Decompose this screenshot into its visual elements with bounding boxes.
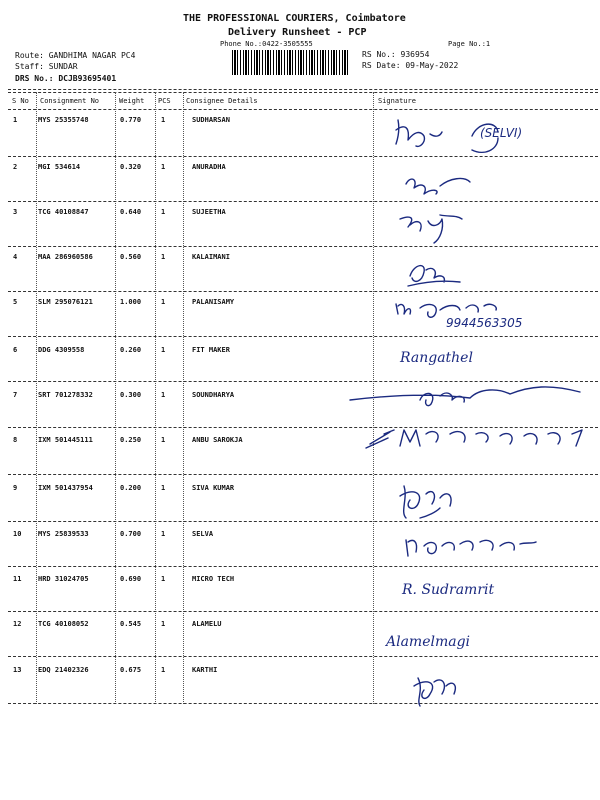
row-pcs: 1	[161, 298, 166, 306]
signature-text: 9944563305	[446, 316, 523, 330]
row-consignee: MICRO TECH	[192, 575, 235, 583]
row-consignment: MYS 25839533	[38, 530, 89, 538]
row-weight: 1.000	[120, 298, 142, 306]
column-divider	[155, 92, 156, 704]
company-title: THE PROFESSIONAL COURIERS, Coimbatore	[183, 13, 406, 24]
row-weight: 0.320	[120, 163, 142, 171]
col-header-consignee: Consignee Details	[186, 97, 258, 105]
col-header-consignment: Consignment No	[40, 97, 100, 105]
signature-row-6	[380, 342, 595, 382]
row-weight: 0.640	[120, 208, 142, 216]
signature-row-11	[380, 572, 595, 612]
row-consignee: FIT MAKER	[192, 346, 230, 354]
row-pcs: 1	[161, 484, 166, 492]
signature-row-2	[380, 164, 595, 204]
row-consignee: KARTHI	[192, 666, 218, 674]
signature-row-8	[380, 420, 595, 460]
row-pcs: 1	[161, 530, 166, 538]
signature-row-5	[380, 292, 595, 334]
row-pcs: 1	[161, 253, 166, 261]
row-consignment: HRD 31024705	[38, 575, 89, 583]
row-sno: 7	[13, 391, 18, 399]
page-number: Page No.:1	[448, 40, 491, 48]
row-pcs: 1	[161, 575, 166, 583]
column-divider	[115, 92, 116, 704]
row-consignee: SUDHARSAN	[192, 116, 230, 124]
row-sno: 1	[13, 116, 18, 124]
row-weight: 0.545	[120, 620, 142, 628]
row-sno: 6	[13, 346, 18, 354]
signature-row-7	[380, 380, 595, 420]
row-consignment: EDQ 21402326	[38, 666, 89, 674]
row-pcs: 1	[161, 346, 166, 354]
drs-number: DRS No.: DCJB93695401	[15, 74, 117, 83]
row-sno: 4	[13, 253, 18, 261]
row-sno: 11	[13, 575, 22, 583]
row-pcs: 1	[161, 116, 166, 124]
signature-row-13	[380, 668, 595, 708]
row-consignment: MYS 25355748	[38, 116, 89, 124]
row-consignee: KALAIMANI	[192, 253, 230, 261]
row-consignment: TCG 40108847	[38, 208, 89, 216]
row-consignee: SIVA KUMAR	[192, 484, 235, 492]
row-sno: 2	[13, 163, 18, 171]
row-consignment: MAA 286960586	[38, 253, 93, 261]
row-consignment: TCG 40108052	[38, 620, 89, 628]
row-weight: 0.300	[120, 391, 142, 399]
row-sno: 3	[13, 208, 18, 216]
route-label: Route: GANDHIMA NAGAR PC4	[15, 51, 136, 60]
signature-row-3	[380, 205, 595, 245]
row-consignee: ALAMELU	[192, 620, 222, 628]
row-sno: 10	[13, 530, 22, 538]
col-header-sno: S No	[12, 97, 29, 105]
row-weight: 0.675	[120, 666, 142, 674]
row-weight: 0.770	[120, 116, 142, 124]
row-sno: 13	[13, 666, 22, 674]
signature-row-1	[380, 112, 595, 160]
signature-row-9	[380, 478, 595, 522]
row-weight: 0.260	[120, 346, 142, 354]
row-weight: 0.700	[120, 530, 142, 538]
row-pcs: 1	[161, 208, 166, 216]
row-sno: 9	[13, 484, 18, 492]
row-separator	[8, 246, 598, 247]
phone-number: Phone No.:0422-3505555	[220, 40, 313, 48]
row-weight: 0.250	[120, 436, 142, 444]
col-header-weight: Weight	[119, 97, 145, 105]
signature-row-12	[380, 628, 595, 668]
col-header-pcs: PCS	[158, 97, 171, 105]
col-header-signature: Signature	[378, 97, 416, 105]
header-top-rule-2	[8, 92, 598, 93]
row-consignment: MGI 534614	[38, 163, 81, 171]
row-consignee: SELVA	[192, 530, 214, 538]
barcode	[232, 50, 350, 75]
row-pcs: 1	[161, 436, 166, 444]
row-weight: 0.560	[120, 253, 142, 261]
row-consignment: SLM 295076121	[38, 298, 93, 306]
row-sno: 8	[13, 436, 18, 444]
runsheet-subtitle: Delivery Runsheet - PCP	[228, 27, 367, 38]
row-weight: 0.690	[120, 575, 142, 583]
signature-text: (SELVI)	[480, 126, 523, 140]
row-pcs: 1	[161, 666, 166, 674]
row-weight: 0.200	[120, 484, 142, 492]
signature-text: Rangathel	[400, 350, 473, 366]
row-consignment: IXM 501445111	[38, 436, 93, 444]
row-consignment: IXM 501437954	[38, 484, 93, 492]
column-divider	[183, 92, 184, 704]
rs-date: RS Date: 09-May-2022	[362, 61, 459, 70]
row-consignee: PALANISAMY	[192, 298, 235, 306]
staff-label: Staff: SUNDAR	[15, 62, 78, 71]
rs-number: RS No.: 936954	[362, 50, 430, 59]
row-consignee: SOUNDHARYA	[192, 391, 235, 399]
row-consignee: ANURADHA	[192, 163, 226, 171]
row-consignee: SUJEETHA	[192, 208, 226, 216]
signature-text: R. Sudramrit	[402, 582, 495, 598]
row-sno: 5	[13, 298, 18, 306]
row-pcs: 1	[161, 391, 166, 399]
header-top-rule	[8, 89, 598, 90]
row-pcs: 1	[161, 163, 166, 171]
row-separator	[8, 336, 598, 337]
signature-text: Alamelmagi	[386, 634, 471, 650]
row-consignment: SRT 701278332	[38, 391, 93, 399]
row-pcs: 1	[161, 620, 166, 628]
signature-row-10	[380, 528, 595, 568]
header-bottom-rule	[8, 109, 598, 110]
row-separator	[8, 474, 598, 475]
row-sno: 12	[13, 620, 22, 628]
column-divider	[36, 92, 37, 704]
row-consignee: ANBU SAROKJA	[192, 436, 243, 444]
row-consignment: DDG 4309558	[38, 346, 85, 354]
signature-row-4	[380, 252, 595, 292]
